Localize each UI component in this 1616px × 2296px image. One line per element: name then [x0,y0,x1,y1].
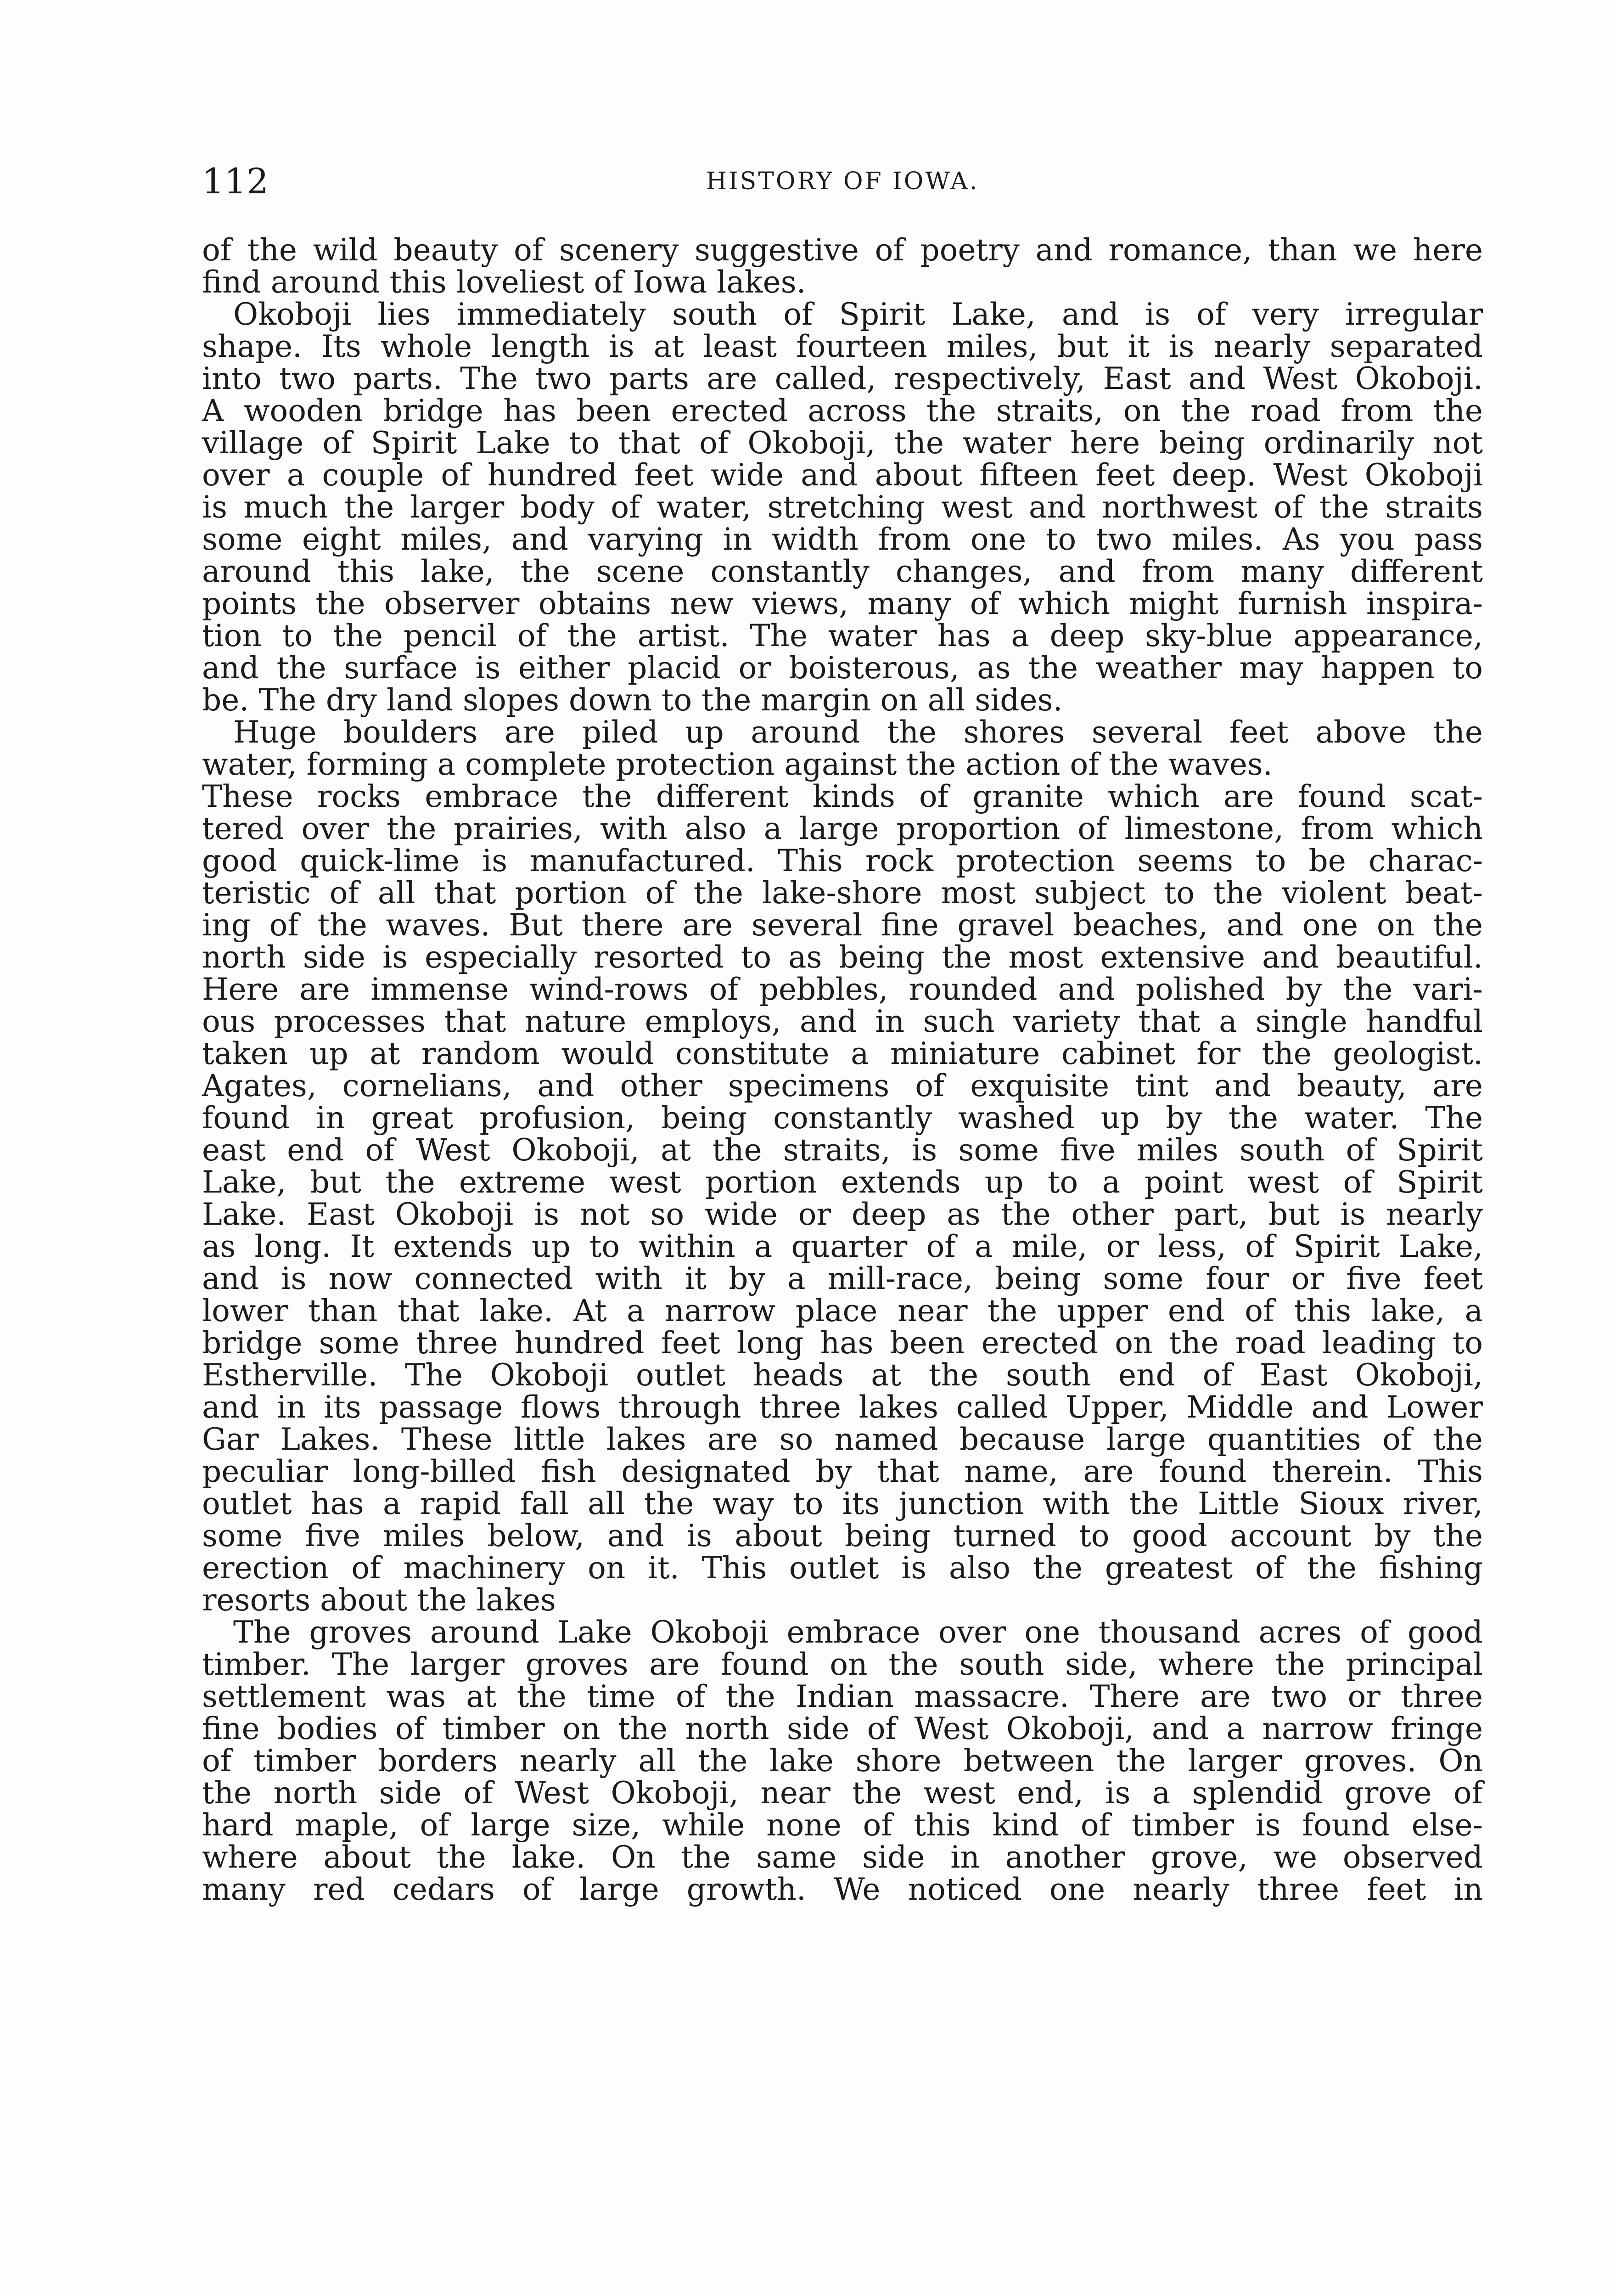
text-line: lower than that lake. At a narrow place near the upper end of this lake, a [202,1293,1483,1328]
running-head [202,161,1483,202]
text-line: is much the larger body of water, stretching west and northwest of the straits [202,490,1483,525]
text-line: many red cedars of large growth. We noticed one nearly three feet in [202,1872,1483,1907]
text-line: where about the lake. On the same side in another grove, we observed [202,1840,1483,1875]
text-line: Estherville. The Okoboji outlet heads at the south end of East Okoboji, [202,1357,1483,1393]
text-line: Gar Lakes. These little lakes are so named because large quantities of the [202,1422,1483,1457]
text-line: village of Spirit Lake to that of Okoboji, the water here being ordinarily not [202,425,1483,461]
running-title: HISTORY OF IOWA. [706,168,979,195]
text-line: bridge some three hundred feet long has been erected on the road leading to [202,1325,1483,1361]
text-line: erection of machinery on it. This outlet is also the greatest of the fishing [202,1550,1483,1586]
text-line: A wooden bridge has been erected across the straits, on the road from the [202,393,1483,428]
text-line: and the surface is either placid or boisterous, as the weather may happen to [202,650,1483,686]
text-line: Okoboji lies immediately south of Spirit Lake, and is of very irregular [233,297,1483,332]
text-line: Lake, but the extreme west portion extends up to a point west of Spirit [202,1165,1483,1200]
text-line: teristic of all that portion of the lake-shore most subject to the violent beat- [202,875,1483,911]
text-line: taken up at random would constitute a miniature cabinet for the geologist. [202,1036,1483,1071]
text-line: over a couple of hundred feet wide and about fifteen feet deep. West Okoboji [202,457,1483,493]
text-line: timber. The larger groves are found on the south side, where the principal [202,1647,1483,1682]
text-line: ous processes that nature employs, and in such variety that a single handful [202,1004,1483,1039]
page-number: 112 [202,161,269,202]
text-line: tion to the pencil of the artist. The water has a deep sky-blue appearance, [202,618,1483,653]
text-line: tered over the prairies, with also a large proportion of limestone, from which [202,811,1483,846]
text-line: ing of the waves. But there are several fine gravel beaches, and one on the [202,907,1483,943]
text-line: into two parts. The two parts are called, respectively, East and West Okoboji. [202,361,1483,396]
text-line: good quick-lime is manufactured. This rock protection seems to be charac- [202,843,1483,878]
body-text [202,234,1483,1906]
text-line: shape. Its whole length is at least fourteen miles, but it is nearly separated [202,329,1483,364]
text-line: east end of West Okoboji, at the straits, is some five miles south of Spirit [202,1132,1483,1168]
text-line: the north side of West Okoboji, near the west end, is a splendid grove of [202,1775,1483,1811]
text-line: be. The dry land slopes down to the margin on all sides. [202,682,1063,718]
text-line: find around this loveliest of Iowa lakes. [202,264,806,300]
text-line: settlement was at the time of the Indian massacre. There are two or three [202,1679,1483,1714]
text-line: Here are immense wind-rows of pebbles, rounded and polished by the vari- [202,972,1483,1007]
text-line: hard maple, of large size, while none of this kind of timber is found else- [202,1807,1483,1843]
text-line: peculiar long-billed fish designated by that name, are found therein. This [202,1454,1483,1489]
text-line: and is now connected with it by a mill-race, being some four or five feet [202,1261,1483,1296]
text-line: Huge boulders are piled up around the shores several feet above the [233,715,1483,750]
text-line: water, forming a complete protection against the action of the waves. [202,747,1273,782]
text-line: and in its passage flows through three lakes called Upper, Middle and Lower [202,1390,1483,1425]
text-line: as long. It extends up to within a quarter of a mile, or less, of Spirit Lake, [202,1229,1483,1264]
text-line: found in great profusion, being constantly washed up by the water. The [202,1100,1483,1136]
text-line: some eight miles, and varying in width from one to two miles. As you pass [202,522,1483,557]
text-line: Agates, cornelians, and other specimens of exquisite tint and beauty, are [202,1068,1483,1103]
text-line: north side is especially resorted to as being the most extensive and beautiful. [202,940,1483,975]
text-line: fine bodies of timber on the north side of West Okoboji, and a narrow fringe [202,1711,1483,1746]
text-line: of the wild beauty of scenery suggestive of poetry and romance, than we here [202,232,1483,268]
text-line: Lake. East Okoboji is not so wide or deep as the other part, but is nearly [202,1197,1483,1232]
text-line: around this lake, the scene constantly changes, and from many different [202,554,1483,589]
text-line: of timber borders nearly all the lake shore between the larger groves. On [202,1743,1483,1778]
text-line: resorts about the lakes [202,1582,556,1618]
text-line: The groves around Lake Okoboji embrace over one thousand acres of good [233,1615,1483,1650]
text-line: outlet has a rapid fall all the way to its junction with the Little Sioux river, [202,1486,1483,1521]
text-line: These rocks embrace the different kinds of granite which are found scat- [202,779,1483,814]
text-line: some five miles below, and is about being turned to good account by the [202,1518,1483,1553]
text-line: points the observer obtains new views, many of which might furnish inspira- [202,586,1483,621]
